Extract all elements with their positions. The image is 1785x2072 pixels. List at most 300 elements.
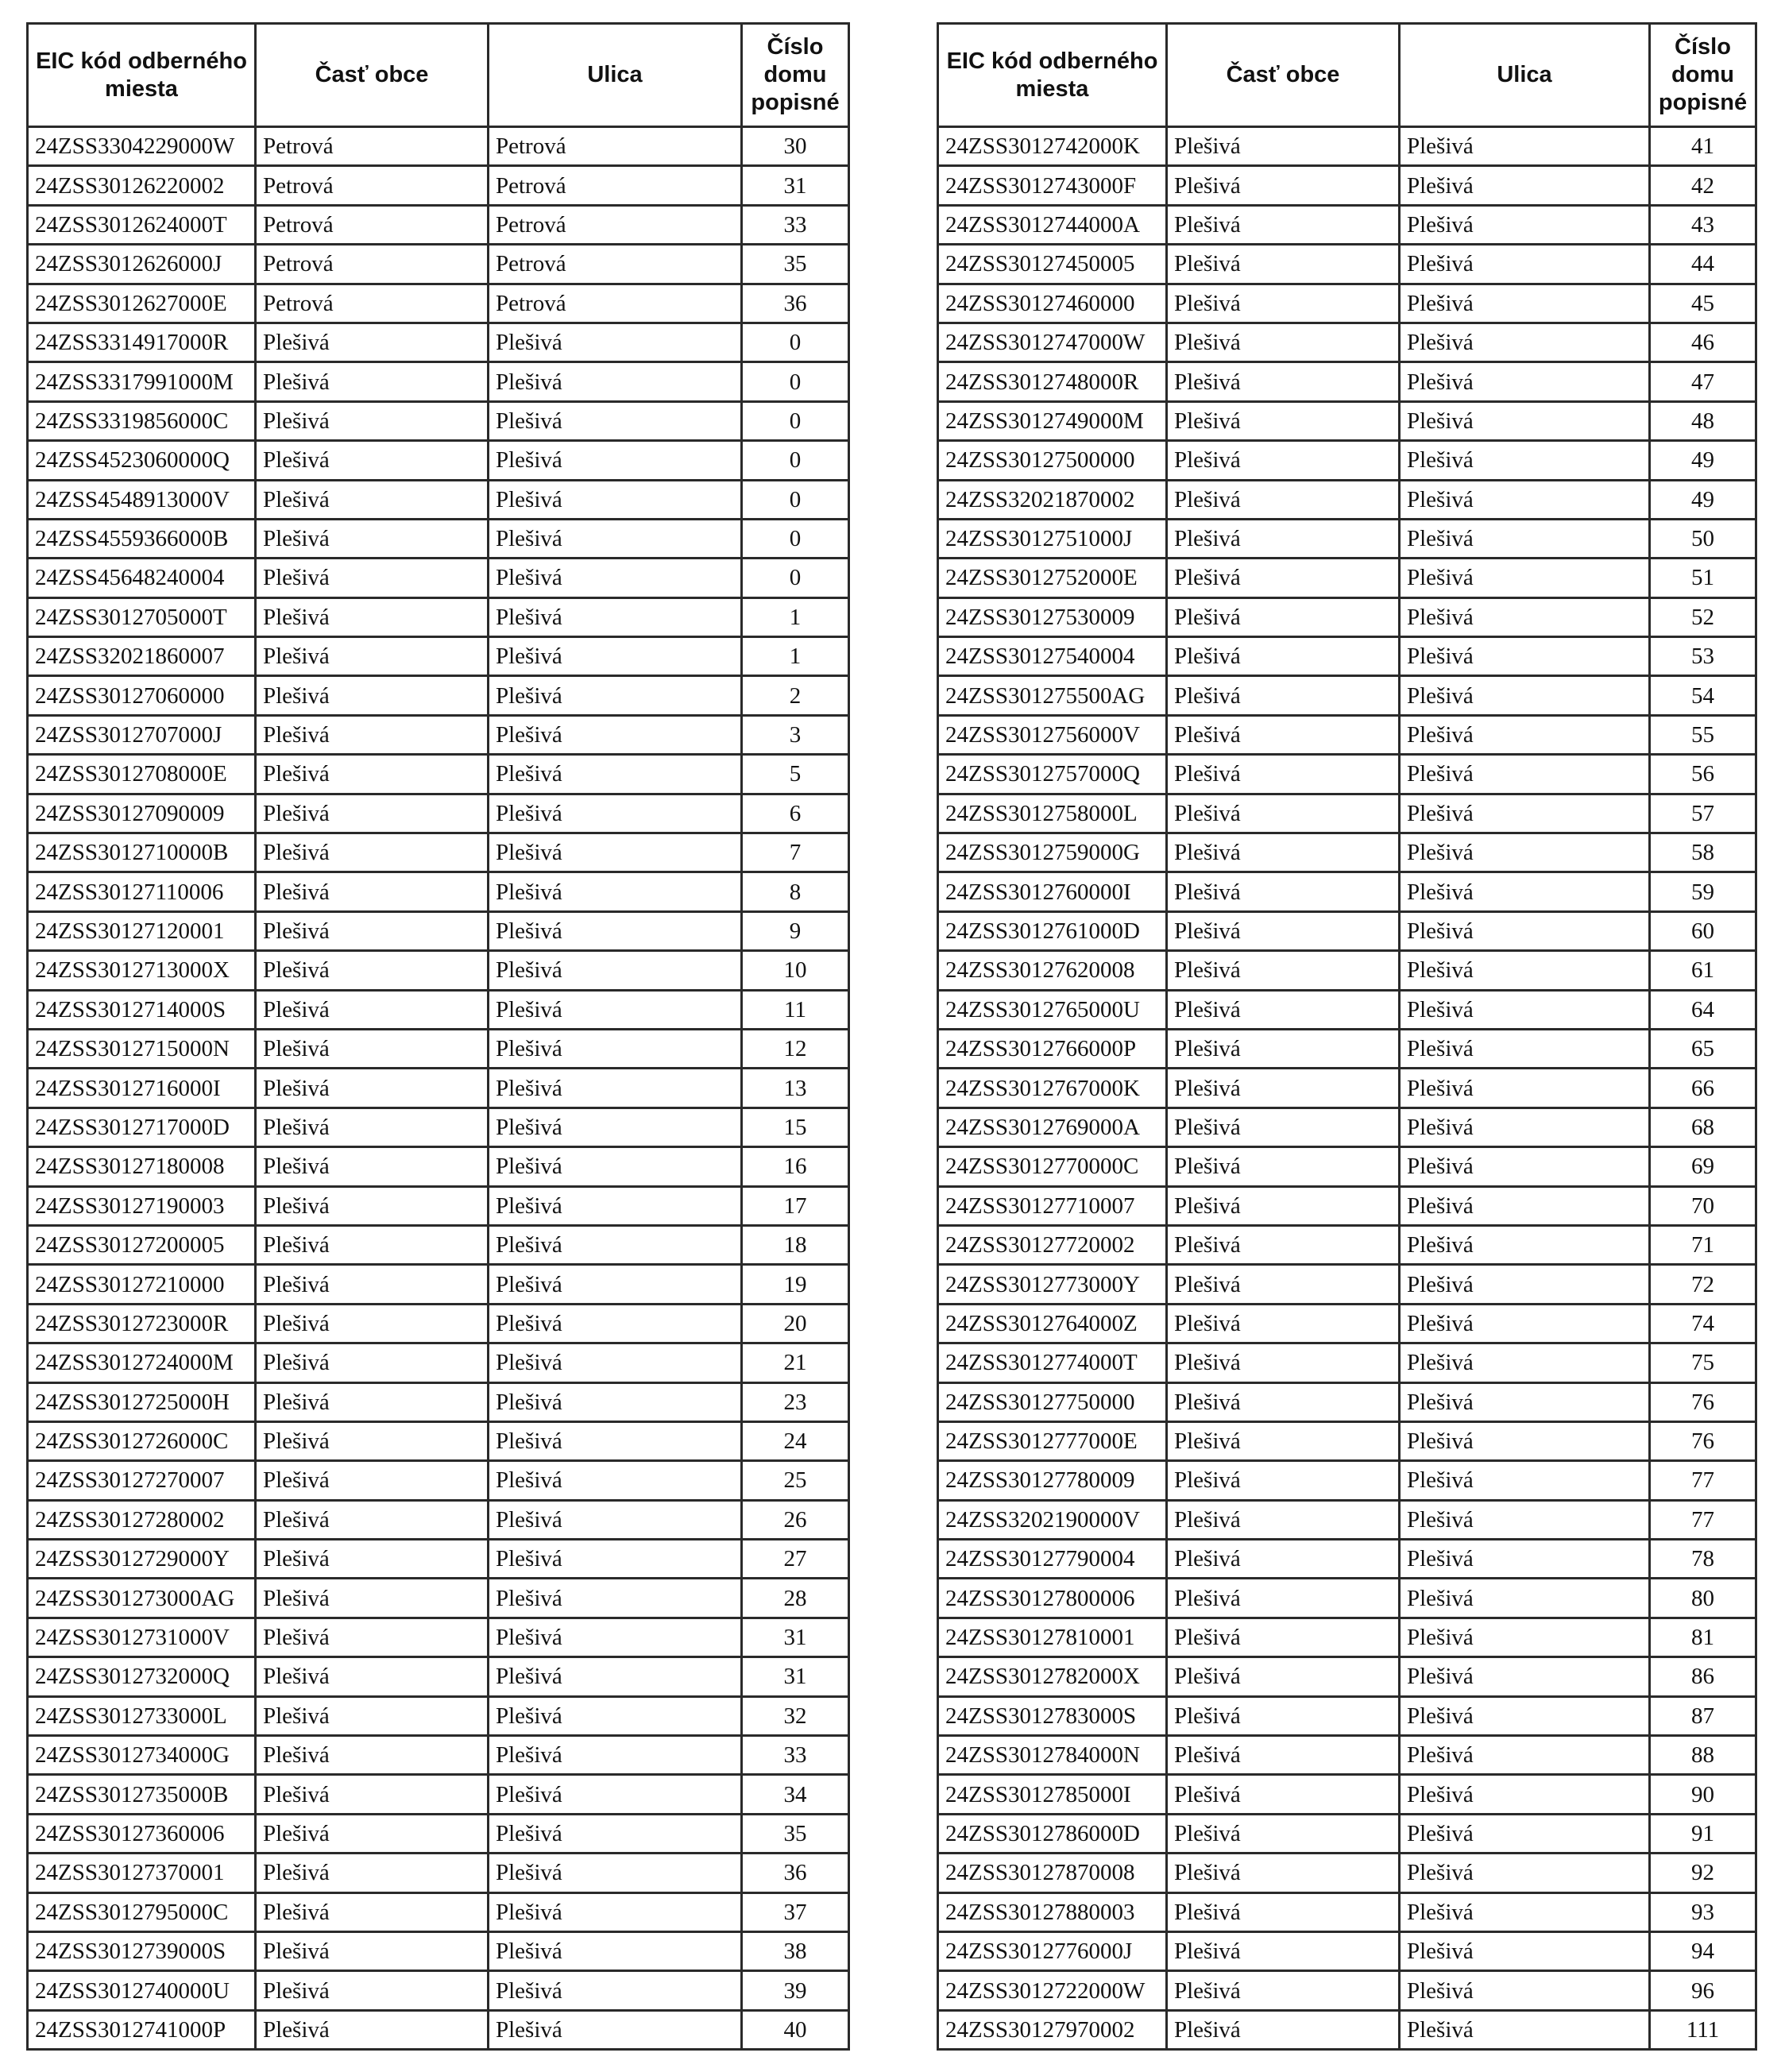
eic-code-cell: 24ZSS30127450005 bbox=[938, 245, 1167, 284]
table-row bbox=[28, 323, 849, 361]
part-of-municipality-cell: Plešivá bbox=[1167, 637, 1400, 676]
house-number-cell: 37 bbox=[742, 1892, 849, 1931]
header-part-of-municipality: Časť obce bbox=[256, 24, 489, 127]
house-number-cell: 49 bbox=[1650, 441, 1756, 480]
part-of-municipality-cell: Plešivá bbox=[1167, 1382, 1400, 1421]
house-number-cell: 16 bbox=[742, 1147, 849, 1186]
eic-code-cell: 24ZSS3012710000B bbox=[28, 833, 256, 872]
street-cell: Plešivá bbox=[489, 951, 742, 990]
eic-code-cell: 24ZSS3012707000J bbox=[28, 715, 256, 754]
part-of-municipality-cell: Plešivá bbox=[256, 637, 489, 676]
part-of-municipality-cell: Plešivá bbox=[1167, 715, 1400, 754]
table-row bbox=[938, 519, 1756, 558]
street-cell: Plešivá bbox=[1400, 794, 1650, 833]
table-row bbox=[938, 1382, 1756, 1421]
table-row bbox=[938, 1579, 1756, 1618]
street-cell: Plešivá bbox=[489, 676, 742, 715]
street-cell: Plešivá bbox=[1400, 597, 1650, 636]
part-of-municipality-cell: Plešivá bbox=[1167, 1579, 1400, 1618]
part-of-municipality-cell: Plešivá bbox=[256, 441, 489, 480]
eic-table-right bbox=[937, 22, 1757, 2051]
part-of-municipality-cell: Plešivá bbox=[1167, 1618, 1400, 1656]
eic-code-cell: 24ZSS3012751000J bbox=[938, 519, 1167, 558]
table-row bbox=[938, 127, 1756, 166]
table-row bbox=[28, 676, 849, 715]
part-of-municipality-cell: Plešivá bbox=[256, 401, 489, 440]
eic-code-cell: 24ZSS3012747000W bbox=[938, 323, 1167, 361]
part-of-municipality-cell: Plešivá bbox=[256, 1186, 489, 1225]
street-cell: Plešivá bbox=[489, 1029, 742, 1068]
house-number-cell: 71 bbox=[1650, 1225, 1756, 1264]
part-of-municipality-cell: Plešivá bbox=[256, 1736, 489, 1775]
eic-code-cell: 24ZSS3012627000E bbox=[28, 284, 256, 323]
street-cell: Plešivá bbox=[1400, 676, 1650, 715]
house-number-cell: 57 bbox=[1650, 794, 1756, 833]
table-row bbox=[938, 1069, 1756, 1108]
table-row bbox=[938, 480, 1756, 519]
table-row bbox=[938, 441, 1756, 480]
eic-code-cell: 24ZSS3319856000C bbox=[28, 401, 256, 440]
eic-code-cell: 24ZSS3012760000I bbox=[938, 872, 1167, 911]
table-row bbox=[938, 1500, 1756, 1539]
header-eic-code: EIC kód odberného miesta bbox=[938, 24, 1167, 127]
eic-code-cell: 24ZSS3012715000N bbox=[28, 1029, 256, 1068]
table-row bbox=[28, 1029, 849, 1068]
street-cell: Petrová bbox=[489, 284, 742, 323]
part-of-municipality-cell: Plešivá bbox=[256, 1343, 489, 1382]
part-of-municipality-cell: Plešivá bbox=[256, 676, 489, 715]
street-cell: Plešivá bbox=[489, 1579, 742, 1618]
street-cell: Plešivá bbox=[1400, 1069, 1650, 1108]
house-number-cell: 27 bbox=[742, 1540, 849, 1579]
table-row bbox=[938, 794, 1756, 833]
part-of-municipality-cell: Plešivá bbox=[1167, 1461, 1400, 1500]
house-number-cell: 13 bbox=[742, 1069, 849, 1108]
eic-code-cell: 24ZSS301275500AG bbox=[938, 676, 1167, 715]
part-of-municipality-cell: Plešivá bbox=[1167, 1736, 1400, 1775]
eic-code-cell: 24ZSS3012739000S bbox=[28, 1931, 256, 1970]
house-number-cell: 76 bbox=[1650, 1382, 1756, 1421]
part-of-municipality-cell: Plešivá bbox=[256, 1147, 489, 1186]
house-number-cell: 40 bbox=[742, 2010, 849, 2049]
eic-code-cell: 24ZSS3012742000K bbox=[938, 127, 1167, 166]
street-cell: Plešivá bbox=[1400, 1931, 1650, 1970]
street-cell: Plešivá bbox=[1400, 559, 1650, 597]
eic-code-cell: 24ZSS3012776000J bbox=[938, 1931, 1167, 1970]
part-of-municipality-cell: Plešivá bbox=[256, 519, 489, 558]
house-number-cell: 34 bbox=[742, 1775, 849, 1814]
house-number-cell: 15 bbox=[742, 1108, 849, 1146]
table-row bbox=[938, 1775, 1756, 1814]
street-cell: Plešivá bbox=[489, 1069, 742, 1108]
house-number-cell: 93 bbox=[1650, 1892, 1756, 1931]
eic-code-cell: 24ZSS3304229000W bbox=[28, 127, 256, 166]
eic-code-cell: 24ZSS3012757000Q bbox=[938, 755, 1167, 794]
table-row bbox=[938, 559, 1756, 597]
table-row bbox=[938, 1225, 1756, 1264]
table-row bbox=[28, 833, 849, 872]
eic-code-cell: 24ZSS30127190003 bbox=[28, 1186, 256, 1225]
street-cell: Plešivá bbox=[489, 1343, 742, 1382]
part-of-municipality-cell: Plešivá bbox=[256, 1540, 489, 1579]
eic-code-cell: 24ZSS3314917000R bbox=[28, 323, 256, 361]
house-number-cell: 5 bbox=[742, 755, 849, 794]
table-row bbox=[28, 166, 849, 205]
street-cell: Plešivá bbox=[489, 990, 742, 1029]
house-number-cell: 18 bbox=[742, 1225, 849, 1264]
eic-code-cell: 24ZSS30127710007 bbox=[938, 1186, 1167, 1225]
street-cell: Plešivá bbox=[489, 362, 742, 401]
house-number-cell: 50 bbox=[1650, 519, 1756, 558]
table-row bbox=[938, 1540, 1756, 1579]
eic-code-cell: 24ZSS3012734000G bbox=[28, 1736, 256, 1775]
eic-code-cell: 24ZSS30126220002 bbox=[28, 166, 256, 205]
house-number-cell: 12 bbox=[742, 1029, 849, 1068]
street-cell: Plešivá bbox=[489, 1265, 742, 1304]
table-row bbox=[938, 1618, 1756, 1656]
street-cell: Plešivá bbox=[1400, 1736, 1650, 1775]
table-row bbox=[28, 1931, 849, 1970]
header-eic-code: EIC kód odberného miesta bbox=[28, 24, 256, 127]
eic-code-cell: 24ZSS3012733000L bbox=[28, 1696, 256, 1735]
table-row bbox=[28, 990, 849, 1029]
house-number-cell: 23 bbox=[742, 1382, 849, 1421]
eic-code-cell: 24ZSS30127620008 bbox=[938, 951, 1167, 990]
table-header bbox=[938, 24, 1756, 127]
street-cell: Plešivá bbox=[1400, 990, 1650, 1029]
street-cell: Plešivá bbox=[1400, 715, 1650, 754]
house-number-cell: 66 bbox=[1650, 1069, 1756, 1108]
house-number-cell: 7 bbox=[742, 833, 849, 872]
part-of-municipality-cell: Plešivá bbox=[256, 1304, 489, 1343]
street-cell: Plešivá bbox=[489, 1500, 742, 1539]
eic-code-cell: 24ZSS3012764000Z bbox=[938, 1304, 1167, 1343]
eic-code-cell: 24ZSS3012714000S bbox=[28, 990, 256, 1029]
street-cell: Plešivá bbox=[489, 1657, 742, 1696]
table-row bbox=[28, 1618, 849, 1656]
house-number-cell: 77 bbox=[1650, 1461, 1756, 1500]
house-number-cell: 64 bbox=[1650, 990, 1756, 1029]
eic-code-cell: 24ZSS3012785000I bbox=[938, 1775, 1167, 1814]
table-row bbox=[28, 1579, 849, 1618]
table-row bbox=[28, 1736, 849, 1775]
part-of-municipality-cell: Plešivá bbox=[1167, 284, 1400, 323]
street-cell: Plešivá bbox=[1400, 1265, 1650, 1304]
house-number-cell: 9 bbox=[742, 911, 849, 950]
house-number-cell: 69 bbox=[1650, 1147, 1756, 1186]
part-of-municipality-cell: Plešivá bbox=[1167, 597, 1400, 636]
eic-code-cell: 24ZSS30127110006 bbox=[28, 872, 256, 911]
part-of-municipality-cell: Plešivá bbox=[256, 597, 489, 636]
table-row bbox=[938, 205, 1756, 244]
house-number-cell: 3 bbox=[742, 715, 849, 754]
street-cell: Plešivá bbox=[489, 1854, 742, 1892]
street-cell: Plešivá bbox=[1400, 1225, 1650, 1264]
part-of-municipality-cell: Plešivá bbox=[1167, 1421, 1400, 1460]
part-of-municipality-cell: Plešivá bbox=[256, 1971, 489, 2010]
eic-code-cell: 24ZSS3012784000N bbox=[938, 1736, 1167, 1775]
eic-code-cell: 24ZSS3012743000F bbox=[938, 166, 1167, 205]
street-cell: Plešivá bbox=[1400, 1186, 1650, 1225]
house-number-cell: 75 bbox=[1650, 1343, 1756, 1382]
part-of-municipality-cell: Plešivá bbox=[256, 1657, 489, 1696]
eic-code-cell: 24ZSS3012777000E bbox=[938, 1421, 1167, 1460]
house-number-cell: 60 bbox=[1650, 911, 1756, 950]
street-cell: Plešivá bbox=[1400, 205, 1650, 244]
part-of-municipality-cell: Plešivá bbox=[1167, 833, 1400, 872]
eic-code-cell: 24ZSS3012740000U bbox=[28, 1971, 256, 2010]
part-of-municipality-cell: Plešivá bbox=[1167, 1540, 1400, 1579]
table-header bbox=[28, 24, 849, 127]
eic-code-cell: 24ZSS30127060000 bbox=[28, 676, 256, 715]
street-cell: Plešivá bbox=[489, 1696, 742, 1735]
house-number-cell: 11 bbox=[742, 990, 849, 1029]
eic-code-cell: 24ZSS30127970002 bbox=[938, 2010, 1167, 2049]
part-of-municipality-cell: Plešivá bbox=[1167, 323, 1400, 361]
street-cell: Plešivá bbox=[489, 1304, 742, 1343]
street-cell: Plešivá bbox=[1400, 519, 1650, 558]
eic-code-cell: 24ZSS30127750000 bbox=[938, 1382, 1167, 1421]
eic-code-cell: 24ZSS301273000AG bbox=[28, 1579, 256, 1618]
table-row bbox=[28, 2010, 849, 2049]
house-number-cell: 111 bbox=[1650, 2010, 1756, 2049]
eic-code-cell: 24ZSS3012708000E bbox=[28, 755, 256, 794]
eic-code-cell: 24ZSS3012744000A bbox=[938, 205, 1167, 244]
house-number-cell: 0 bbox=[742, 519, 849, 558]
eic-code-cell: 24ZSS30127500000 bbox=[938, 441, 1167, 480]
table-row bbox=[938, 1892, 1756, 1931]
street-cell: Plešivá bbox=[489, 833, 742, 872]
table-row bbox=[938, 1265, 1756, 1304]
house-number-cell: 55 bbox=[1650, 715, 1756, 754]
house-number-cell: 53 bbox=[1650, 637, 1756, 676]
house-number-cell: 31 bbox=[742, 1618, 849, 1656]
table-row bbox=[938, 1931, 1756, 1970]
part-of-municipality-cell: Plešivá bbox=[1167, 480, 1400, 519]
part-of-municipality-cell: Plešivá bbox=[1167, 1854, 1400, 1892]
street-cell: Plešivá bbox=[489, 872, 742, 911]
part-of-municipality-cell: Plešivá bbox=[1167, 794, 1400, 833]
eic-code-cell: 24ZSS30127880003 bbox=[938, 1892, 1167, 1931]
house-number-cell: 10 bbox=[742, 951, 849, 990]
table-row bbox=[938, 833, 1756, 872]
house-number-cell: 49 bbox=[1650, 480, 1756, 519]
eic-code-cell: 24ZSS4548913000V bbox=[28, 480, 256, 519]
part-of-municipality-cell: Plešivá bbox=[256, 1775, 489, 1814]
eic-code-cell: 24ZSS30127790004 bbox=[938, 1540, 1167, 1579]
street-cell: Plešivá bbox=[489, 1461, 742, 1500]
table-row bbox=[938, 166, 1756, 205]
house-number-cell: 56 bbox=[1650, 755, 1756, 794]
house-number-cell: 32 bbox=[742, 1696, 849, 1735]
house-number-cell: 0 bbox=[742, 559, 849, 597]
street-cell: Plešivá bbox=[1400, 1147, 1650, 1186]
eic-code-cell: 24ZSS3012729000Y bbox=[28, 1540, 256, 1579]
street-cell: Petrová bbox=[489, 245, 742, 284]
part-of-municipality-cell: Plešivá bbox=[1167, 1304, 1400, 1343]
table-row bbox=[938, 1108, 1756, 1146]
table-row bbox=[28, 794, 849, 833]
part-of-municipality-cell: Plešivá bbox=[256, 1108, 489, 1146]
table-row bbox=[28, 1892, 849, 1931]
table-row bbox=[28, 1540, 849, 1579]
house-number-cell: 31 bbox=[742, 1657, 849, 1696]
street-cell: Plešivá bbox=[1400, 1892, 1650, 1931]
table-row bbox=[28, 1382, 849, 1421]
table-row bbox=[28, 1971, 849, 2010]
part-of-municipality-cell: Plešivá bbox=[1167, 1265, 1400, 1304]
house-number-cell: 78 bbox=[1650, 1540, 1756, 1579]
street-cell: Plešivá bbox=[489, 1892, 742, 1931]
part-of-municipality-cell: Plešivá bbox=[1167, 362, 1400, 401]
table-row bbox=[28, 1304, 849, 1343]
table-row bbox=[28, 1500, 849, 1539]
part-of-municipality-cell: Plešivá bbox=[1167, 755, 1400, 794]
table-row bbox=[28, 715, 849, 754]
street-cell: Plešivá bbox=[489, 1736, 742, 1775]
eic-code-cell: 24ZSS3012749000M bbox=[938, 401, 1167, 440]
street-cell: Plešivá bbox=[1400, 323, 1650, 361]
eic-code-cell: 24ZSS3012741000P bbox=[28, 2010, 256, 2049]
eic-code-cell: 24ZSS3012724000M bbox=[28, 1343, 256, 1382]
house-number-cell: 24 bbox=[742, 1421, 849, 1460]
house-number-cell: 58 bbox=[1650, 833, 1756, 872]
house-number-cell: 0 bbox=[742, 401, 849, 440]
eic-code-cell: 24ZSS3012766000P bbox=[938, 1029, 1167, 1068]
part-of-municipality-cell: Plešivá bbox=[256, 833, 489, 872]
eic-code-cell: 24ZSS3012731000V bbox=[28, 1618, 256, 1656]
street-cell: Plešivá bbox=[1400, 911, 1650, 950]
table-row bbox=[28, 1814, 849, 1853]
table-row bbox=[938, 1814, 1756, 1853]
house-number-cell: 74 bbox=[1650, 1304, 1756, 1343]
street-cell: Plešivá bbox=[489, 1382, 742, 1421]
street-cell: Plešivá bbox=[1400, 1618, 1650, 1656]
house-number-cell: 36 bbox=[742, 1854, 849, 1892]
street-cell: Plešivá bbox=[1400, 755, 1650, 794]
street-cell: Plešivá bbox=[489, 2010, 742, 2049]
part-of-municipality-cell: Plešivá bbox=[256, 794, 489, 833]
street-cell: Plešivá bbox=[1400, 284, 1650, 323]
part-of-municipality-cell: Plešivá bbox=[256, 1892, 489, 1931]
eic-code-cell: 24ZSS3012626000J bbox=[28, 245, 256, 284]
table-row bbox=[28, 1775, 849, 1814]
house-number-cell: 1 bbox=[742, 637, 849, 676]
table-row bbox=[28, 1343, 849, 1382]
table-row bbox=[28, 519, 849, 558]
table-row bbox=[28, 1461, 849, 1500]
house-number-cell: 17 bbox=[742, 1186, 849, 1225]
house-number-cell: 72 bbox=[1650, 1265, 1756, 1304]
part-of-municipality-cell: Plešivá bbox=[256, 1618, 489, 1656]
eic-code-cell: 24ZSS30127180008 bbox=[28, 1147, 256, 1186]
house-number-cell: 87 bbox=[1650, 1696, 1756, 1735]
house-number-cell: 52 bbox=[1650, 597, 1756, 636]
house-number-cell: 94 bbox=[1650, 1931, 1756, 1970]
house-number-cell: 90 bbox=[1650, 1775, 1756, 1814]
eic-code-cell: 24ZSS3012767000K bbox=[938, 1069, 1167, 1108]
street-cell: Plešivá bbox=[1400, 1343, 1650, 1382]
street-cell: Plešivá bbox=[1400, 1421, 1650, 1460]
eic-code-cell: 24ZSS30127800006 bbox=[938, 1579, 1167, 1618]
table-row bbox=[938, 637, 1756, 676]
part-of-municipality-cell: Plešivá bbox=[256, 362, 489, 401]
eic-code-cell: 24ZSS3012748000R bbox=[938, 362, 1167, 401]
part-of-municipality-cell: Petrová bbox=[256, 284, 489, 323]
eic-code-cell: 24ZSS4559366000B bbox=[28, 519, 256, 558]
eic-code-cell: 24ZSS4523060000Q bbox=[28, 441, 256, 480]
street-cell: Plešivá bbox=[1400, 951, 1650, 990]
house-number-cell: 91 bbox=[1650, 1814, 1756, 1853]
eic-code-cell: 24ZSS3012773000Y bbox=[938, 1265, 1167, 1304]
part-of-municipality-cell: Plešivá bbox=[256, 872, 489, 911]
street-cell: Plešivá bbox=[489, 597, 742, 636]
house-number-cell: 51 bbox=[1650, 559, 1756, 597]
eic-code-cell: 24ZSS3012732000Q bbox=[28, 1657, 256, 1696]
street-cell: Plešivá bbox=[1400, 441, 1650, 480]
street-cell: Plešivá bbox=[489, 401, 742, 440]
eic-code-cell: 24ZSS3012761000D bbox=[938, 911, 1167, 950]
house-number-cell: 19 bbox=[742, 1265, 849, 1304]
table-row bbox=[28, 127, 849, 166]
eic-code-cell: 24ZSS30127200005 bbox=[28, 1225, 256, 1264]
house-number-cell: 96 bbox=[1650, 1971, 1756, 2010]
eic-code-cell: 24ZSS3012624000T bbox=[28, 205, 256, 244]
street-cell: Plešivá bbox=[489, 1540, 742, 1579]
street-cell: Plešivá bbox=[489, 1618, 742, 1656]
street-cell: Plešivá bbox=[1400, 2010, 1650, 2049]
part-of-municipality-cell: Plešivá bbox=[1167, 245, 1400, 284]
house-number-cell: 45 bbox=[1650, 284, 1756, 323]
house-number-cell: 77 bbox=[1650, 1500, 1756, 1539]
part-of-municipality-cell: Plešivá bbox=[1167, 911, 1400, 950]
part-of-municipality-cell: Plešivá bbox=[1167, 1069, 1400, 1108]
part-of-municipality-cell: Plešivá bbox=[1167, 1343, 1400, 1382]
table-row bbox=[28, 1147, 849, 1186]
part-of-municipality-cell: Plešivá bbox=[1167, 1696, 1400, 1735]
table-body bbox=[938, 127, 1756, 2050]
street-cell: Plešivá bbox=[1400, 127, 1650, 166]
street-cell: Plešivá bbox=[489, 519, 742, 558]
header-row bbox=[28, 24, 849, 127]
street-cell: Petrová bbox=[489, 127, 742, 166]
eic-code-cell: 24ZSS3012795000C bbox=[28, 1892, 256, 1931]
house-number-cell: 48 bbox=[1650, 401, 1756, 440]
house-number-cell: 33 bbox=[742, 1736, 849, 1775]
eic-code-cell: 24ZSS30127870008 bbox=[938, 1854, 1167, 1892]
street-cell: Plešivá bbox=[1400, 166, 1650, 205]
street-cell: Plešivá bbox=[489, 1147, 742, 1186]
house-number-cell: 36 bbox=[742, 284, 849, 323]
street-cell: Petrová bbox=[489, 166, 742, 205]
table-row bbox=[938, 1854, 1756, 1892]
part-of-municipality-cell: Plešivá bbox=[1167, 990, 1400, 1029]
street-cell: Plešivá bbox=[1400, 1304, 1650, 1343]
street-cell: Plešivá bbox=[489, 911, 742, 950]
table-row bbox=[938, 362, 1756, 401]
house-number-cell: 35 bbox=[742, 1814, 849, 1853]
street-cell: Plešivá bbox=[489, 1971, 742, 2010]
table-row bbox=[938, 951, 1756, 990]
table-row bbox=[28, 284, 849, 323]
part-of-municipality-cell: Plešivá bbox=[1167, 872, 1400, 911]
street-cell: Plešivá bbox=[1400, 1500, 1650, 1539]
house-number-cell: 70 bbox=[1650, 1186, 1756, 1225]
house-number-cell: 43 bbox=[1650, 205, 1756, 244]
house-number-cell: 26 bbox=[742, 1500, 849, 1539]
part-of-municipality-cell: Plešivá bbox=[256, 1029, 489, 1068]
eic-code-cell: 24ZSS30127360006 bbox=[28, 1814, 256, 1853]
